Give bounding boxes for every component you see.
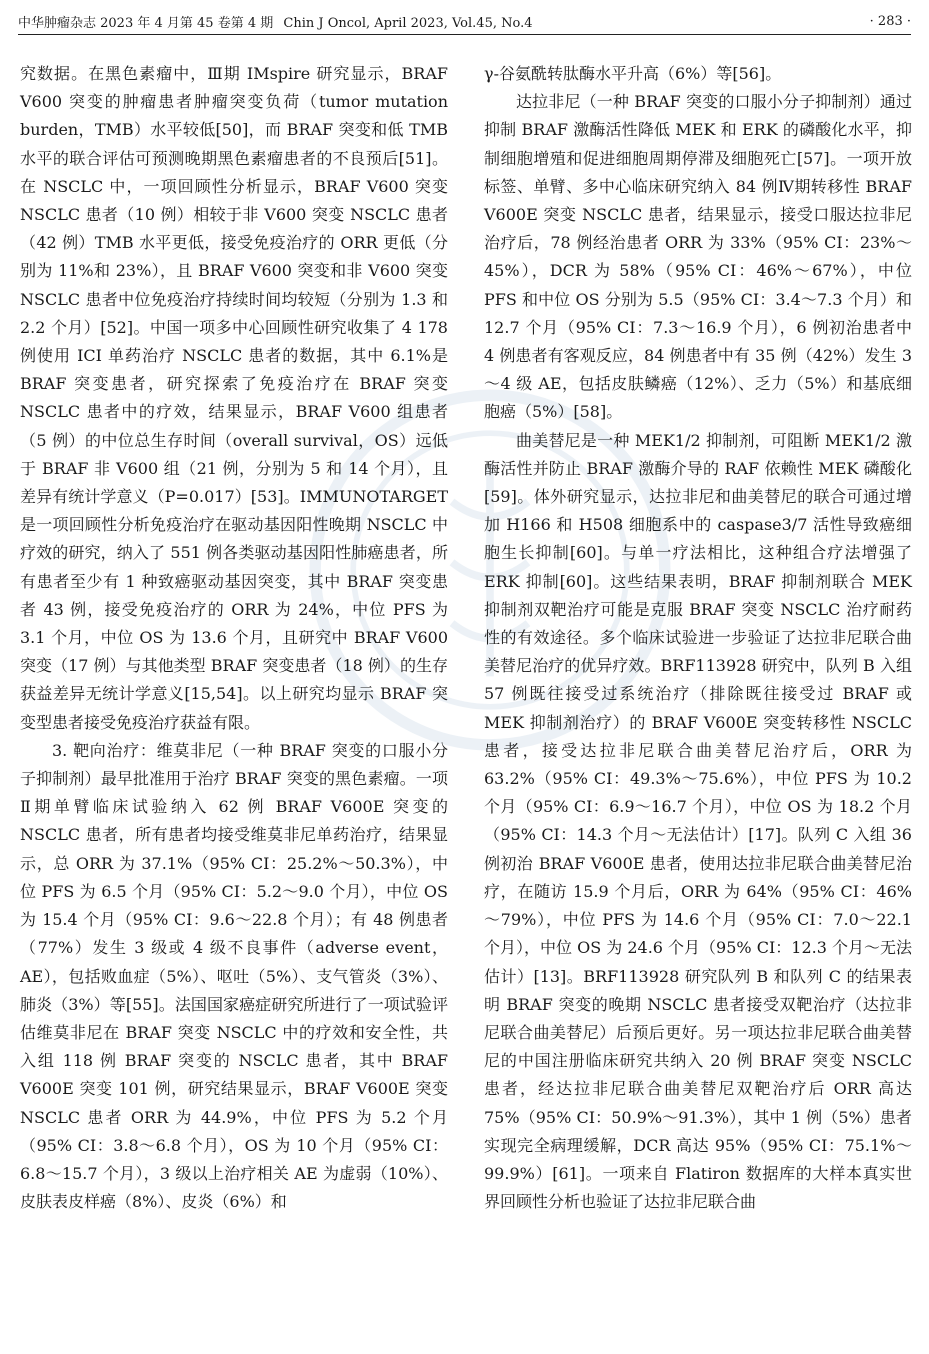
right-column [484,60,912,1216]
paragraph-targeted-therapy: 3. 靶向治疗：维莫非尼（一种 BRAF 突变的口服小分子抑制剂）最早批准用于治疗 BRAF 突变的黑色素瘤。一项Ⅱ期单臂临床试验纳入 62 例 BRAF V600E 突变的 NSCLC 患者，所有患者均接受维莫非尼单药治疗，结果显示，总 ORR 为 37.1%（95% CI：25.2%～50.3%），中位 PFS 为 6.5 个月（95% CI：5.2～9.0 个月），中位 OS 为 15.4 个月（95% CI：9.6～22.8 个月）；有 48 例患者（77%）发生 3 级或 4 级不良事件（adverse event，AE），包括败血症（5%）、呕吐（5%）、支气管炎（3%）、肺炎（3%）等[55]。法国国家癌症研究所进行了一项试验评估维莫非尼在 BRAF 突变 NSCLC 中的疗效和安全性，共入组 118 例 BRAF 突变的 NSCLC 患者，其中 BRAF V600E 突变 101 例，研究结果显示，BRAF V600E 突变 NSCLC 患者 ORR 为 44.9%，中位 PFS 为 5.2 个月（95% CI：3.8～6.8 个月），OS 为 10 个月（95% CI：6.8～15.7 个月），3 级以上治疗相关 AE 为虚弱（10%）、皮肤表皮样癌（8%）、皮炎（6%）和 [20,740,448,1212]
paragraph-trametinib: 曲美替尼是一种 MEK1/2 抑制剂，可阻断 MEK1/2 激酶活性并防止 BRAF 激酶介导的 RAF 依赖性 MEK 磷酸化[59]。体外研究显示，达拉非尼和曲美替尼的联合可通过增加 H166 和 H508 细胞系中的 caspase3/7 活性导致癌细胞生长抑制[60]。与单一疗法相比，这种组合疗法增强了 ERK 抑制[60]。这些结果表明，BRAF 抑制剂联合 MEK 抑制剂双靶治疗可能是克服 BRAF 突变 NSCLC 治疗耐药性的有效途径。多个临床试验进一步验证了达拉非尼联合曲美替尼治疗的优异疗效。BRF113928 研究中，队列 B 入组 57 例既往接受过系统治疗（排除既往接受过 BRAF 或 MEK 抑制剂治疗）的 BRAF V600E 突变转移性 NSCLC 患者，接受达拉非尼联合曲美替尼治疗后，ORR 为 63.2%（95% CI：49.3%～75.6%），中位 PFS 为 10.2 个月（95% CI：6.9～16.7 个月），中位 OS 为 18.2 个月（95% CI：14.3 个月～无法估计）[17]。队列 C 入组 36 例初治 BRAF V600E 患者，使用达拉非尼联合曲美替尼治疗，在随访 15.9 个月后，ORR 为 64%（95% CI：46%～79%），中位 PFS 为 14.6 个月（95% CI：7.0～22.1 个月），中位 OS 为 24.6 个月（95% CI：12.3 个月～无法估计）[13]。BRF113928 研究队列 B 和队列 C 的结果表明 BRAF 突变的晚期 NSCLC 患者接受双靶治疗（达拉非尼联合曲美替尼）后预后更好。另一项达拉非尼联合曲美替尼的中国注册临床研究共纳入 20 例 BRAF 突变 NSCLC 患者，经达拉非尼联合曲美替尼双靶治疗后 ORR 高达 75%（95% CI：50.9%～91.3%），其中 1 例（5%）患者实现完全病理缓解，DCR 高达 95%（95% CI：75.1%～99.9%）[61]。一项来自 Flatiron 数据库的大样本真实世界回顾性分析也验证了达拉非尼联合曲 [484,430,912,1212]
journal-title-cn: 中华肿瘤杂志 2023 年 4 月第 45 卷第 4 期 [18,15,274,31]
running-header [18,8,911,35]
paragraph-immunotherapy: 究数据。在黑色素瘤中，Ⅲ期 IMspire 研究显示，BRAF V600 突变的肿瘤患者肿瘤突变负荷（tumor mutation burden，TMB）水平较低[50]，而 BRAF 突变和低 TMB 水平的联合评估可预测晚期黑色素瘤患者的不良预后[51]。在 NSCLC 中，一项回顾性分析显示，BRAF V600 突变 NSCLC 患者（10 例）相较于非 V600 突变 NSCLC 患者（42 例）TMB 水平更低，接受免疫治疗的 ORR 更低（分别为 11%和 23%），且 BRAF V600 突变和非 V600 突变 NSCLC 患者中位免疫治疗持续时间均较短（分别为 1.3 和 2.2 个月）[52]。中国一项多中心回顾性研究收集了 4 178 例使用 ICI 单药治疗 NSCLC 患者的数据，其中 6.1%是 BRAF 突变患者，研究探索了免疫治疗在 BRAF 突变 NSCLC 患者中的疗效，结果显示，BRAF V600 组患者（5 例）的中位总生存时间（overall survival，OS）远低于 BRAF 非 V600 组（21 例，分别为 5 和 14 个月），且差异有统计学意义（P=0.017）[53]。IMMUNOTARGET 是一项回顾性分析免疫治疗在驱动基因阳性晚期 NSCLC 中疗效的研究，纳入了 551 例各类驱动基因阳性肺癌患者，所有患者至少有 1 种致癌驱动基因突变，其中 BRAF 突变患者 43 例，接受免疫治疗的 ORR 为 24%，中位 PFS 为 3.1 个月，中位 OS 为 13.6 个月，且研究中 BRAF V600 突变（17 例）与其他类型 BRAF 突变患者（18 例）的生存获益差异无统计学意义[15,54]。以上研究均显示 BRAF 突变型患者接受免疫治疗获益有限。 [20,64,448,732]
page-number: · 283 · [869,13,911,29]
paragraph-continuation: γ-谷氨酰转肽酶水平升高（6%）等[56]。 [484,64,782,83]
left-column [20,60,448,1216]
journal-info [18,12,538,31]
paragraph-dabrafenib: 达拉非尼（一种 BRAF 突变的口服小分子抑制剂）通过抑制 BRAF 激酶活性降低 MEK 和 ERK 的磷酸化水平，抑制细胞增殖和促进细胞周期停滞及细胞死亡[57]。一项开放标签、单臂、多中心临床研究纳入 84 例Ⅳ期转移性 BRAF V600E 突变 NSCLC 患者，结果显示，接受口服达拉非尼治疗后，78 例经治患者 ORR 为 33%（95% CI：23%～45%），DCR 为 58%（95% CI：46%～67%），中位 PFS 和中位 OS 分别为 5.5（95% CI：3.4～7.3 个月）和 12.7 个月（95% CI：7.3～16.9 个月），6 例初治患者中 4 例患者有客观反应，84 例患者中有 35 例（42%）发生 3～4 级 AE，包括皮肤鳞癌（12%）、乏力（5%）和基底细胞癌（5%）[58]。 [484,92,912,422]
journal-title-en: Chin J Oncol, April 2023, Vol.45, No.4 [283,15,533,31]
